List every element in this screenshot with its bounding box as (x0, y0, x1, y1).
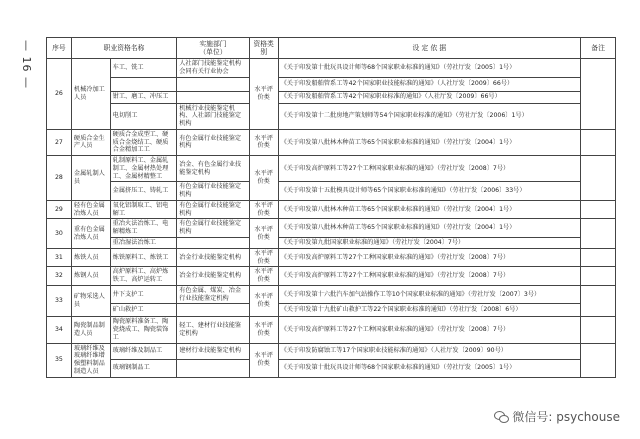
cell-note (581, 59, 616, 130)
header-no: 序号 (47, 38, 72, 59)
basis-document: 《关于印发第八批林木种苗工等65个国家职业标准的通知》（劳社厅发〔2004〕1号） (280, 205, 516, 213)
cell-qualification-type: 水平评价类 (249, 343, 278, 377)
cell-qualification-type: 水平评价类 (249, 200, 278, 219)
cell-basis (278, 248, 581, 267)
cell-basis (278, 156, 581, 182)
table-row (47, 103, 616, 129)
cell-qualification-type: 水平评价类 (249, 129, 278, 155)
basis-document: 《关于印发防腐蚀工等17个国家职业技能标准的通知》（人社厅发〔2009〕90号） (280, 347, 507, 355)
cell-no: 35 (47, 343, 72, 377)
cell-qualification-type: 水平评价类 (249, 285, 278, 317)
wechat-icon (494, 411, 508, 423)
header-dept: 实施部门 （单位） (177, 38, 250, 59)
cell-department: 机械行业技能鉴定机构、人社部门技能鉴定机构 (177, 103, 250, 129)
basis-document: 《关于印发第九批国家职业标准的通知》（劳社厅发〔2004〕7号） (280, 238, 465, 246)
table-header-row (47, 38, 616, 59)
basis-document: 《关于印发船舶管系工等42个国家职业标准的通知》（人社厅发〔2009〕66号） (280, 93, 501, 101)
cell-department: 有色金属行业技能鉴定机构 (177, 129, 250, 155)
cell-department (177, 304, 250, 317)
cell-no: 33 (47, 285, 72, 317)
cell-category-name: 金属轧制人员 (71, 156, 110, 201)
cell-no: 27 (47, 129, 72, 155)
watermark-text: 微信号: psychouse (512, 410, 620, 424)
cell-department: 轻工、建材行业技能鉴定机构 (177, 317, 250, 343)
basis-document: 《关于印发高炉原料工等27个工种国家职业标准的通知》（劳社厅发〔2008〕7号） (280, 326, 510, 333)
cell-department: 冶金、有色金属行业技能鉴定机构 (177, 156, 250, 182)
header-basis: 设 定 依 据 (278, 38, 581, 59)
table-row (47, 237, 616, 248)
cell-department: 人社部门技能鉴定机构会同有关行业协会 (177, 59, 250, 78)
cell-category-name: 玻璃纤维及玻璃纤维增强塑料制品制造人员 (71, 343, 110, 377)
cell-job-title: 炼铁原料工、炼铁工 (110, 248, 177, 267)
cell-job-title: 玻璃钢制品工 (110, 359, 177, 377)
cell-department (177, 237, 250, 248)
basis-document: 《关于印发高炉原料工等27个工种国家职业标准的通知》（劳社厅发〔2008〕7号） (280, 164, 510, 172)
table-body (47, 59, 616, 378)
basis-document: 《关于印发第十批玩具设计师等68个国家职业标准的通知》（劳社厅发〔2005〕1号） (280, 63, 516, 71)
basis-document: 《关于印发第十批玩具设计师等68个国家职业标准的通知》（劳社厅发〔2005〕1号） (280, 364, 516, 372)
cell-department: 有色金属行业技能鉴定机构 (177, 200, 250, 219)
cell-job-title: 矿山救护工 (110, 304, 177, 317)
cell-job-title: 玻璃纤维及制品工 (110, 343, 177, 359)
cell-basis (278, 304, 581, 317)
basis-document: 《关于印发第十六批汽车加气站操作工等10个国家职业标准的通知》（劳社厅发〔2007〕3号） (280, 290, 541, 298)
header-category: 资格类别 (249, 38, 278, 59)
basis-document: 《关于印发高炉原料工等27个工种国家职业标准的通知》（劳社厅发〔2008〕7号） (280, 253, 510, 261)
cell-note (581, 343, 616, 377)
cell-no: 31 (47, 248, 72, 267)
table-row (47, 317, 616, 343)
cell-job-title (110, 77, 177, 91)
cell-basis (278, 359, 581, 377)
cell-no: 28 (47, 156, 72, 201)
cell-job-title: 金属挤压工、铸轧工 (110, 182, 177, 201)
cell-department: 冶金行业技能鉴定机构 (177, 248, 250, 267)
cell-basis (278, 267, 581, 286)
cell-basis (278, 237, 581, 248)
cell-note (581, 267, 616, 286)
qualification-table (46, 37, 616, 378)
cell-note (581, 200, 616, 219)
cell-job-title: 高炉原料工、高炉炼铁工、高炉运转工 (110, 267, 177, 286)
cell-basis (278, 91, 581, 103)
cell-note (581, 317, 616, 343)
basis-document: 《关于印发第八批林木种苗工等65个国家职业标准的通知》（劳社厅发〔2004〕1号） (280, 138, 516, 146)
table-row (47, 156, 616, 182)
cell-note (581, 219, 616, 249)
header-note: 备注 (581, 38, 616, 59)
table-row (47, 267, 616, 286)
page-number: — 16 — (20, 40, 33, 89)
cell-department (177, 91, 250, 103)
cell-department (177, 77, 250, 91)
table-row (47, 343, 616, 359)
cell-qualification-type: 水平评价类 (249, 317, 278, 343)
cell-department: 冶金行业技能鉴定机构 (177, 267, 250, 286)
cell-basis (278, 77, 581, 91)
cell-department: 有色金属行业技能鉴定机构 (177, 219, 250, 238)
cell-job-title: 硬质合金成型工、硬质合金烧结工、硬质合金精加工工 (110, 129, 177, 155)
cell-category-name: 硬质合金生产人员 (71, 129, 110, 155)
cell-department: 有色金属行业技能鉴定机构 (177, 182, 250, 201)
cell-category-name: 炼铁人员 (71, 248, 110, 267)
cell-job-title: 重冶湿法冶炼工 (110, 237, 177, 248)
table-row (47, 248, 616, 267)
cell-no: 34 (47, 317, 72, 343)
basis-document: 《关于印发第八批林木种苗工等65个国家职业标准的通知》（劳社厅发〔2004〕1号） (280, 224, 516, 232)
watermark (494, 408, 620, 425)
table-row (47, 285, 616, 304)
table-row (47, 200, 616, 219)
cell-note (581, 248, 616, 267)
cell-job-title: 钳工、磨工、冲压工 (110, 91, 177, 103)
cell-no: 26 (47, 59, 72, 130)
table-row (47, 182, 616, 201)
basis-document: 《关于印发高炉原料工等27个工种国家职业标准的通知》（劳社厅发〔2008〕7号） (280, 272, 510, 280)
cell-qualification-type: 水平评价类 (249, 248, 278, 267)
cell-basis (278, 129, 581, 155)
cell-basis (278, 182, 581, 201)
cell-job-title: 陶瓷原料准备工、陶瓷烧成工、陶瓷装饰工 (110, 317, 177, 343)
cell-qualification-type: 水平评价类 (249, 219, 278, 249)
cell-job-title: 氧化铝制取工、铝电解工 (110, 200, 177, 219)
cell-category-name: 矿物采选人员 (71, 285, 110, 317)
basis-document: 《关于印发第十五批模具设计师等65个国家职业标准的通知》（劳社厅发〔2006〕33号） (280, 187, 526, 195)
basis-document: 《关于印发船舶管系工等42个国家职业技能标准的通知》（人社厅发〔2009〕66号） (280, 80, 514, 88)
table-row (47, 129, 616, 155)
cell-category-name: 重有色金属冶炼人员 (71, 219, 110, 249)
cell-no: 32 (47, 267, 72, 286)
table-row (47, 359, 616, 377)
cell-note (581, 129, 616, 155)
cell-category-name: 陶瓷制品制造人员 (71, 317, 110, 343)
cell-job-title: 重冶火法冶炼工、电解精炼工 (110, 219, 177, 238)
cell-job-title: 轧制原料工、金属轧制工、金属材热处理工、金属材精整工 (110, 156, 177, 182)
cell-department: 建材行业技能鉴定机构 (177, 343, 250, 359)
cell-job-title: 井下支护工 (110, 285, 177, 304)
cell-basis (278, 103, 581, 129)
cell-basis (278, 219, 581, 238)
cell-category-name: 轻有色金属冶炼人员 (71, 200, 110, 219)
cell-job-title: 车工、铣工 (110, 59, 177, 78)
cell-category-name: 炼钢人员 (71, 267, 110, 286)
basis-document: 《关于印发第十二批房地产策划师等54个国家职业标准的通知》（劳社厅发〔2006〕1号） (280, 112, 528, 120)
basis-document: 《关于印发第十九批矿山救护工等22个国家职业标准的通知》（劳社厅发〔2008〕6号） (280, 306, 522, 314)
table-row (47, 91, 616, 103)
header-name: 职业资格名称 (71, 38, 176, 59)
cell-note (581, 156, 616, 201)
cell-basis (278, 317, 581, 343)
cell-qualification-type: 水平评价类 (249, 59, 278, 130)
cell-no: 29 (47, 200, 72, 219)
cell-qualification-type: 水平评价类 (249, 156, 278, 201)
table-row (47, 219, 616, 238)
cell-basis (278, 59, 581, 78)
cell-basis (278, 285, 581, 304)
cell-basis (278, 200, 581, 219)
cell-department (177, 359, 250, 377)
cell-note (581, 285, 616, 317)
cell-department: 有色金属、煤炭、冶金行业技能鉴定机构 (177, 285, 250, 304)
table-row (47, 304, 616, 317)
cell-no: 30 (47, 219, 72, 249)
table-row (47, 59, 616, 78)
cell-basis (278, 343, 581, 359)
cell-job-title: 电切削工 (110, 103, 177, 129)
table-row (47, 77, 616, 91)
cell-category-name: 机械冷加工人员 (71, 59, 110, 130)
cell-qualification-type: 水平评价类 (249, 267, 278, 286)
